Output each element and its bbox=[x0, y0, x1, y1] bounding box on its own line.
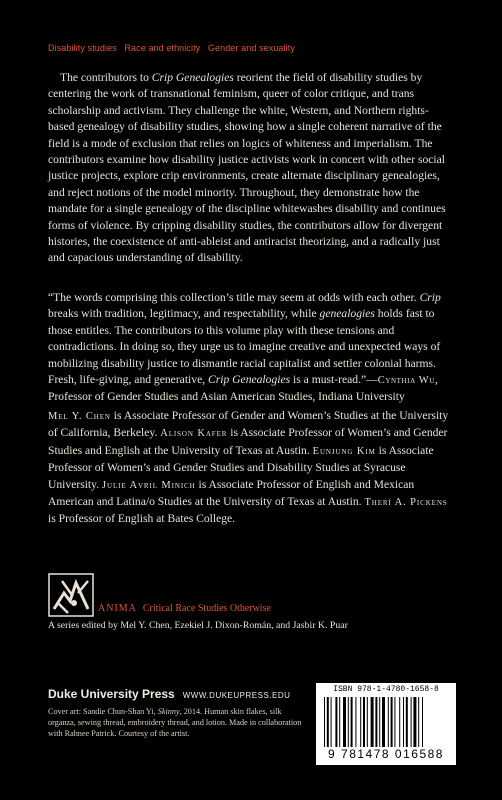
anima-series-name: ANIMA bbox=[98, 603, 137, 614]
barcode-bars-icon bbox=[324, 697, 448, 747]
cover-art-credit bbox=[48, 706, 310, 739]
series-editors: A series edited by Mel Y. Chen, Ezekiel J. Dixon-Román, and Jasbir K. Puar bbox=[48, 620, 348, 631]
publisher-line bbox=[48, 685, 290, 703]
publisher-name: Duke University Press bbox=[48, 687, 175, 701]
editor-bio: is Associate Professor of Women’s and Gender Studies and English at the University of Texas at Austin. bbox=[48, 426, 448, 457]
publisher-url: WWW.DUKEUPRESS.EDU bbox=[182, 691, 291, 700]
editor-bio: is Associate Professor of Gender and Women’s Studies at the University of California, Berkeley. bbox=[48, 409, 449, 440]
description-text: The contributors to bbox=[60, 71, 152, 84]
editor-name: Mel Y. Chen bbox=[48, 411, 111, 422]
cover-art-work-title: Skinny bbox=[157, 707, 180, 716]
ean-number: 9 781478 016588 bbox=[328, 747, 444, 761]
editor-bio: is Professor of English at Bates College. bbox=[48, 512, 236, 526]
quote-italic: Crip bbox=[419, 291, 441, 304]
editor-name: Therí A. Pickens bbox=[364, 497, 448, 509]
quote-text: holds fast to those entitles. The contributors to this volume play with these tensions and contradictions. In doing so, they urge us to imagine creative and unexpected ways of mobilizing disability justice to dismantle racial capitalist and settler colonial harms. Fresh, life-giving, and generative, bbox=[48, 307, 441, 387]
isbn-label: ISBN 978-1-4780-1658-8 bbox=[333, 685, 439, 694]
category-gender-sexuality: Gender and sexuality bbox=[207, 43, 295, 53]
cover-art-text: Cover art: Sandie Chun-Shan Yi, bbox=[48, 707, 158, 716]
category-disability-studies: Disability studies bbox=[48, 43, 117, 53]
quote-affiliation: , Professor of Gender Studies and Asian American Studies, Indiana University bbox=[48, 373, 438, 404]
book-description bbox=[48, 70, 454, 267]
editor-name: Alison Kafer bbox=[160, 428, 228, 440]
editor-bios bbox=[48, 408, 454, 528]
category-race-ethnicity: Race and ethnicity bbox=[124, 43, 201, 53]
quote-text: “The words comprising this collection’s title may seem at odds with each other. bbox=[48, 291, 420, 304]
quote-text: is a must-read.”— bbox=[290, 373, 378, 387]
book-title-italic: Crip Genealogies bbox=[151, 71, 234, 84]
cover-art-text: , 2014. Human skin flakes, silk organza, sewing thread, embroidery thread, and lotion. Made in collaboration with Rahnee Patrick. Courtesy of the artist. bbox=[48, 707, 302, 738]
isbn-barcode bbox=[316, 683, 456, 765]
editor-bio: is Associate Professor of Women’s and Gender Studies and Disability Studies at Syracuse University. bbox=[48, 443, 434, 491]
editor-name: Julie Avril Minich bbox=[102, 479, 196, 491]
description-text: reorient the field of disability studies by centering the work of transnational feminism, queer of color critique, and trans scholarship and activism. They challenge the white, Western, and Northern rights-based genealogy of disability studies, showing how a single coherent narrative of the field is a mode of exclusion that relies on logics of whiteness and imperialism. The contributors examine how disability justice activists work in concert with other social justice projects, explore crip environments, create alternate disciplinary genealogies, and reject notions of the model minority. Throughout, they demonstrate how the mandate for a single genealogy of the discipline whitewashes disability and continues forms of violence. By cripping disability studies, the contributors allow for divergent histories, the coexistence of anti-ableist and antiracist theorizing, and a radically just and capacious understanding of disability. bbox=[48, 71, 446, 265]
anima-series-subtitle: Critical Race Studies Otherwise bbox=[142, 603, 271, 614]
quote-italic: Crip Genealogies bbox=[208, 373, 291, 387]
editor-bio: is Associate Professor of English and Mexican American and Latina/o Studies at the University of Texas at Austin. bbox=[48, 477, 415, 509]
editor-name: Eunjung Kim bbox=[312, 445, 376, 457]
anima-title-line bbox=[98, 603, 271, 614]
quote-text: breaks with tradition, legitimacy, and respectability, while bbox=[48, 307, 320, 321]
anima-logo-icon bbox=[48, 573, 94, 617]
endorsement-quote bbox=[48, 290, 454, 406]
quote-italic: genealogies bbox=[319, 307, 375, 321]
subject-categories bbox=[48, 43, 295, 53]
quote-author: Cynthia Wu bbox=[377, 375, 435, 387]
